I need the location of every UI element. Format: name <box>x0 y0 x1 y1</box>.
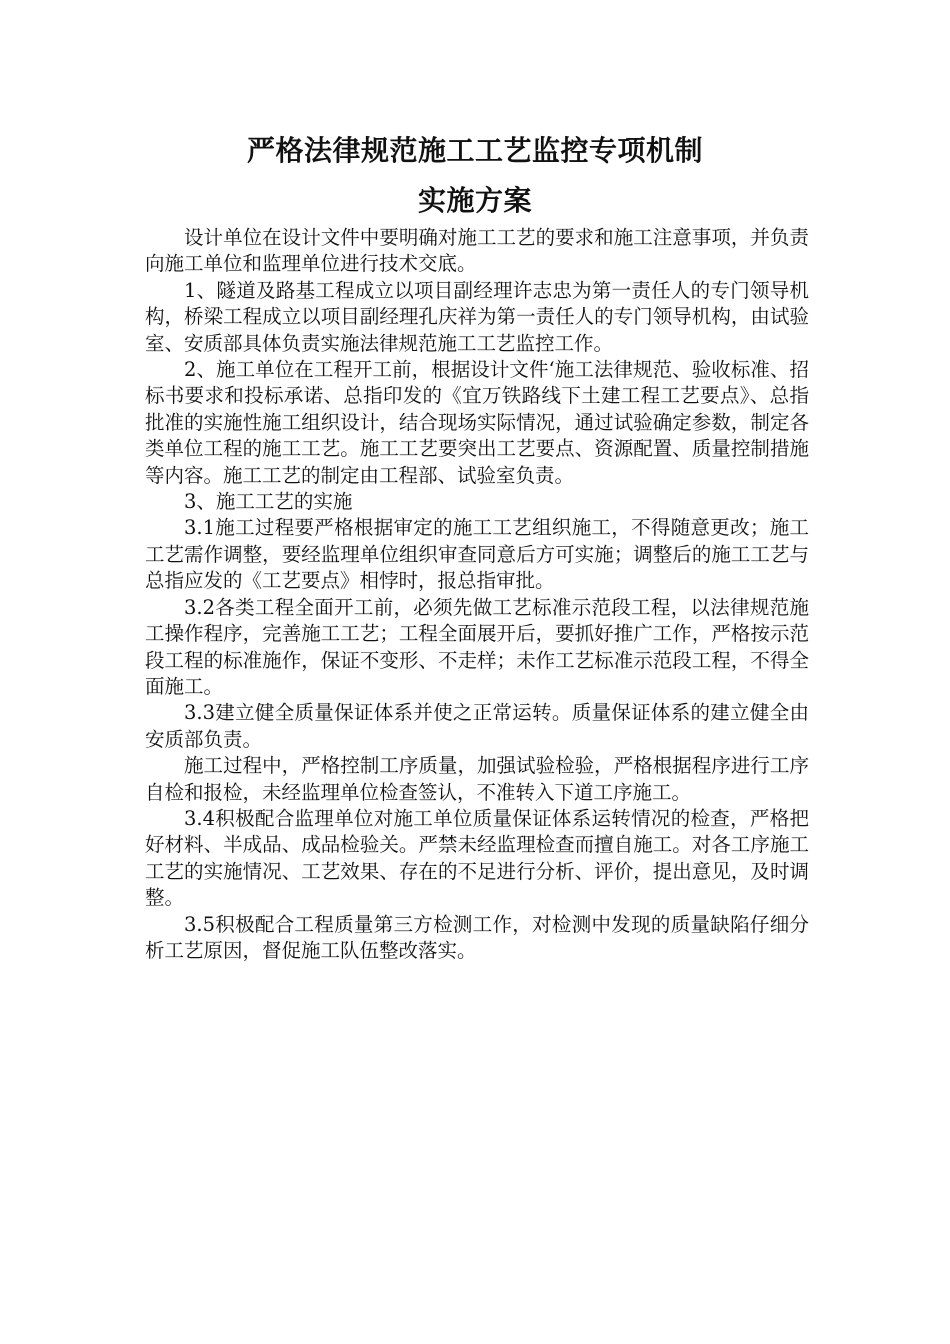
paragraph-intro: 设计单位在设计文件中要明确对施工工艺的要求和施工注意事项，并负责向施工单位和监理单位进行技术交底。 <box>145 226 809 276</box>
paragraph-3-4: 3.4积极配合监理单位对施工单位质量保证体系运转情况的检查，严格把好材料、半成品、成品检验关。严禁未经监理检查而擅自施工。对各工序施工工艺的实施情况、工艺效果、存在的不足进行分析、评价，提出意见，及时调整。 <box>145 806 809 910</box>
document-body <box>145 225 809 964</box>
paragraph-3-3: 3.3建立健全质量保证体系并使之正常运转。质量保证体系的建立健全由安质部负责。 <box>145 701 809 751</box>
paragraph-3-1: 3.1施工过程要严格根据审定的施工工艺组织施工，不得随意更改；施工工艺需作调整，要经监理单位组织审查同意后方可实施；调整后的施工工艺与总指应发的《工艺要点》相悖时，报总指审批。 <box>145 516 809 593</box>
paragraph-1: 1、隧道及路基工程成立以项目副经理许志忠为第一责任人的专门领导机构，桥梁工程成立以项目副经理孔庆祥为第一责任人的专门领导机构，由试验室、安质部具体负责实施法律规范施工工艺监控工作。 <box>145 278 809 355</box>
paragraph-2: 2、施工单位在工程开工前，根据设计文件‘施工法律规范、验收标准、招标书要求和投标承诺、总指印发的《宜万铁路线下土建工程工艺要点》、总指批准的实施性施工组织设计，结合现场实际情况，通过试验确定参数，制定各类单位工程的施工工艺。施工工艺要突出工艺要点、资源配置、质量控制措施等内容。施工工艺的制定由工程部、试验室负责。 <box>145 358 809 487</box>
paragraph-3-3-detail: 施工过程中，严格控制工序质量，加强试验检验，严格根据程序进行工序自检和报检，未经监理单位检查签认，不准转入下道工序施工。 <box>145 754 809 804</box>
paragraph-3-heading: 3、施工工艺的实施 <box>184 490 353 514</box>
title-line-1: 严格法律规范施工工艺监控专项机制 <box>246 134 703 167</box>
document-title <box>0 126 950 226</box>
paragraph-3-2: 3.2各类工程全面开工前，必须先做工艺标准示范段工程，以法律规范施工操作程序，完善施工工艺；工程全面展开后，要抓好推广工作，严格按示范段工程的标准施作，保证不变形、不走样；未作工艺标准示范段工程，不得全面施工。 <box>145 595 809 698</box>
title-line-2: 实施方案 <box>417 184 532 217</box>
paragraph-3-5: 3.5积极配合工程质量第三方检测工作，对检测中发现的质量缺陷仔细分析工艺原因，督促施工队伍整改落实。 <box>145 912 809 962</box>
